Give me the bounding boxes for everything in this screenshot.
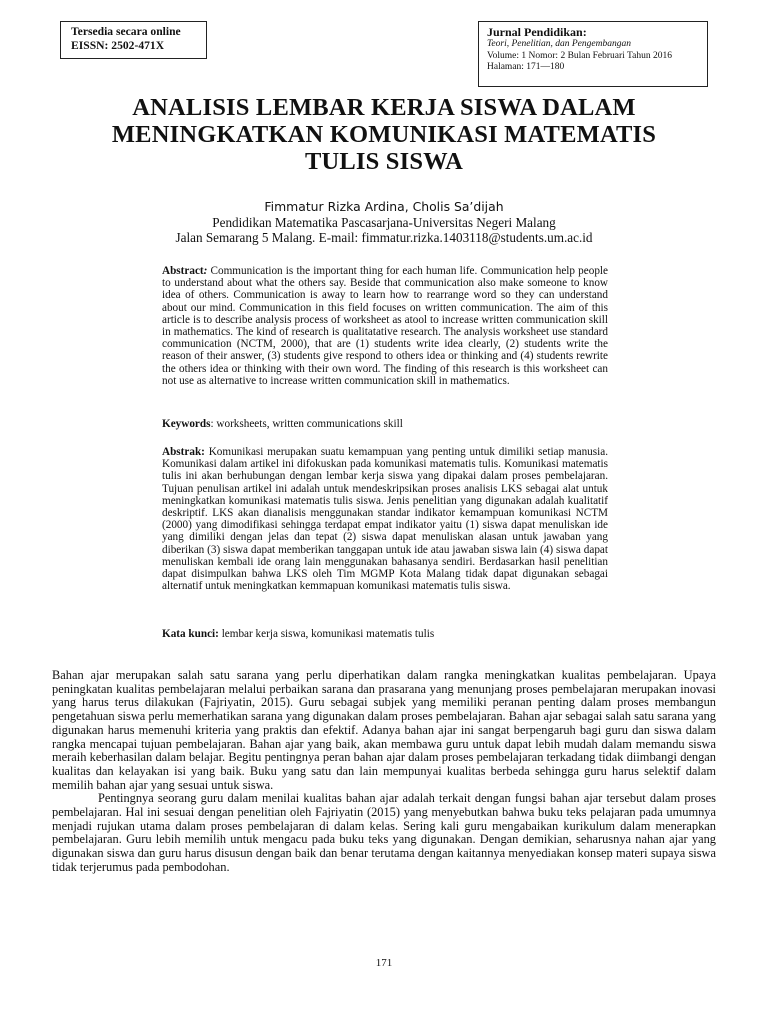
abstrak-text: Komunikasi merupakan suatu kemampuan yang penting untuk dimiliki setiap manusia. Komunikasi dalam artikel ini difokuskan pada komunikasi matematis tulis. Komunikasi matematis tulis ini akan berhubungan dengan lembar kerja siswa yang dipakai dalam proses pembelajaran. Tujuan penulisan artikel ini adalah untuk mendeskripsikan proses analisis LKS sebagai alat untuk meningkatkan komunikasi matematis tulis siswa. Jenis penelitian yang digunakan adalah kualitatif deskriptif. LKS akan dianalisis menggunakan standar indikator kemampuan komunikasi NCTM (2000) yang dimodifikasi sehingga terdapat empat indikator yaitu (1) siswa dapat menuliskan ide yang dimiliki dengan jelas dan tepat (2) siswa dapat menuliskan alasan untuk jawaban yang diberikan (3) siswa dapat memberikan tanggapan untuk ide atau jawaban siswa lain (4) siswa dapat menuliskan kembali ide orang lain menggunakan bahasanya sendiri. Berdasarkan hasil penelitian dapat disimpulkan bahwa LKS oleh Tim MGMP Kota Malang tidak dapat digunakan sebagai alternatif untuk meningkatkan kemmapuan komunikasi matematis tulis siswa. [162,446,608,593]
abstract-colon: : [203,265,208,277]
journal-pages: Halaman: 171—180 [487,62,565,72]
journal-subtitle: Teori, Penelitian, dan Pengembangan [487,39,631,49]
author-names: Fimmatur Rizka Ardina, Cholis Sa’dijah [264,199,504,214]
page-number: 171 [375,957,393,969]
eissn-label: EISSN: 2502-471X [71,39,165,52]
body-paragraph: Bahan ajar merupakan salah satu sarana yang perlu diperhatikan dalam rangka meningkatkan kualitas pembelajaran. Upaya peningkatan kualitas pembelajaran melalui perbaikan sarana dan prasarana yang menunjang proses pembelajaran merupakan inovasi yang harus terus dilakukan (Fajriyatin, 2015). Guru sebagai subjek yang memiliki peranan penting dalam proses membangun pengetahuan siswa perlu memerhatikan sarana yang digunakan dalam proses pembelajaran. Bahan ajar sebagai salah satu sarana yang digunakan harus memenuhi kriteria yang praktis dan efektif. Adanya bahan ajar ini sangat berpengaruh bagi guru dan siswa dalam rangka mencapai tujuan pembelajaran. Bahan ajar yang baik, akan membawa guru untuk dapat lebih mudah dalam memandu siswa meraih keberhasilan dalam belajar. Begitu pentingnya peran bahan ajar dalam proses pembelajaran terkadang tidak diimbangi dengan kualitas dan kelayakan isi yang baik. Buku yang satu dan lain mempunyai kualitas berbeda sehingga guru harus selektif dalam memilih bahan ajar yang sesuai untuk siswa. [52,668,716,792]
title-line: TULIS SISWA [304,148,464,175]
journal-title: Jurnal Pendidikan: [487,25,587,39]
abstrak-label: Abstrak: [162,446,205,458]
address-email: Jalan Semarang 5 Malang. E-mail: fimmatur.rizka.1403118@students.um.ac.id [175,230,593,245]
kata-kunci-label: Kata kunci: [162,628,219,640]
abstract-label: Abstract [162,265,204,277]
body-paragraph: Pentingnya seorang guru dalam menilai kualitas bahan ajar adalah terkait dengan fungsi bahan ajar tersebut dalam proses pembelajaran. Hal ini sesuai dengan penelitian oleh Fajriyatin (2015) yang menyebutkan bahwa buku teks pelajaran pada umumnya menjadi rujukan utama dalam proses pembelajaran di dalam kelas. Sering kali guru mengabaikan kurikulum dalam menerapkan pembelajaran. Guru lebih memilih untuk mengacu pada buku teks yang digunakan. Dengan demikian, seharusnya nahan ajar yang digunakan siswa dan guru harus disusun dengan baik dan benar terutama dengan kaitannya menyediakan konsep materi supaya siswa tidak terjerumus pada pembodohan. [52,791,716,874]
journal-volume: Volume: 1 Nomor: 2 Bulan Februari Tahun 2016 [487,50,673,61]
title-line: MENINGKATKAN KOMUNIKASI MATEMATIS [111,121,657,148]
keywords-label: Keywords [162,418,211,430]
online-availability-label: Tersedia secara online [71,25,181,38]
abstract-english [162,265,608,387]
abstract-text: Communication is the important thing for each human life. Communication help people to understand about what the others say. Beside that communication also make someone to know idea of others. Communication is away to learn how to rearrange word so they can understand about our mind. Communication in this field focuses on written communication. The aim of this article is to describe analysis process of worksheet as atool to increase written communication skill in mathematics. The kind of research is qualitatative research. The analysis worksheet use standard communication (NCTM, 2000), that are (1) students write idea clearly, (2) students write the reason of their answer, (3) students give respond to others idea or thinking and (4) students rewrite the others idea or thinking with their own word. The finding of this research is this worksheet can not use as alternative to increase written communication skill in mathematics. [162,265,608,387]
kata-kunci-line [162,628,608,640]
online-availability-box [60,21,207,59]
abstract-indonesian [162,446,608,592]
keywords-line [162,418,608,430]
keywords-text: : worksheets, written communications skill [210,418,403,430]
author-block [60,199,708,246]
paper-title [60,94,708,175]
body-text [52,669,716,875]
affiliation: Pendidikan Matematika Pascasarjana-Universitas Negeri Malang [212,214,556,230]
journal-info-box [478,21,708,87]
kata-kunci-text: lembar kerja siswa, komunikasi matematis tulis [218,628,435,640]
title-line: ANALISIS LEMBAR KERJA SISWA DALAM [132,94,636,121]
